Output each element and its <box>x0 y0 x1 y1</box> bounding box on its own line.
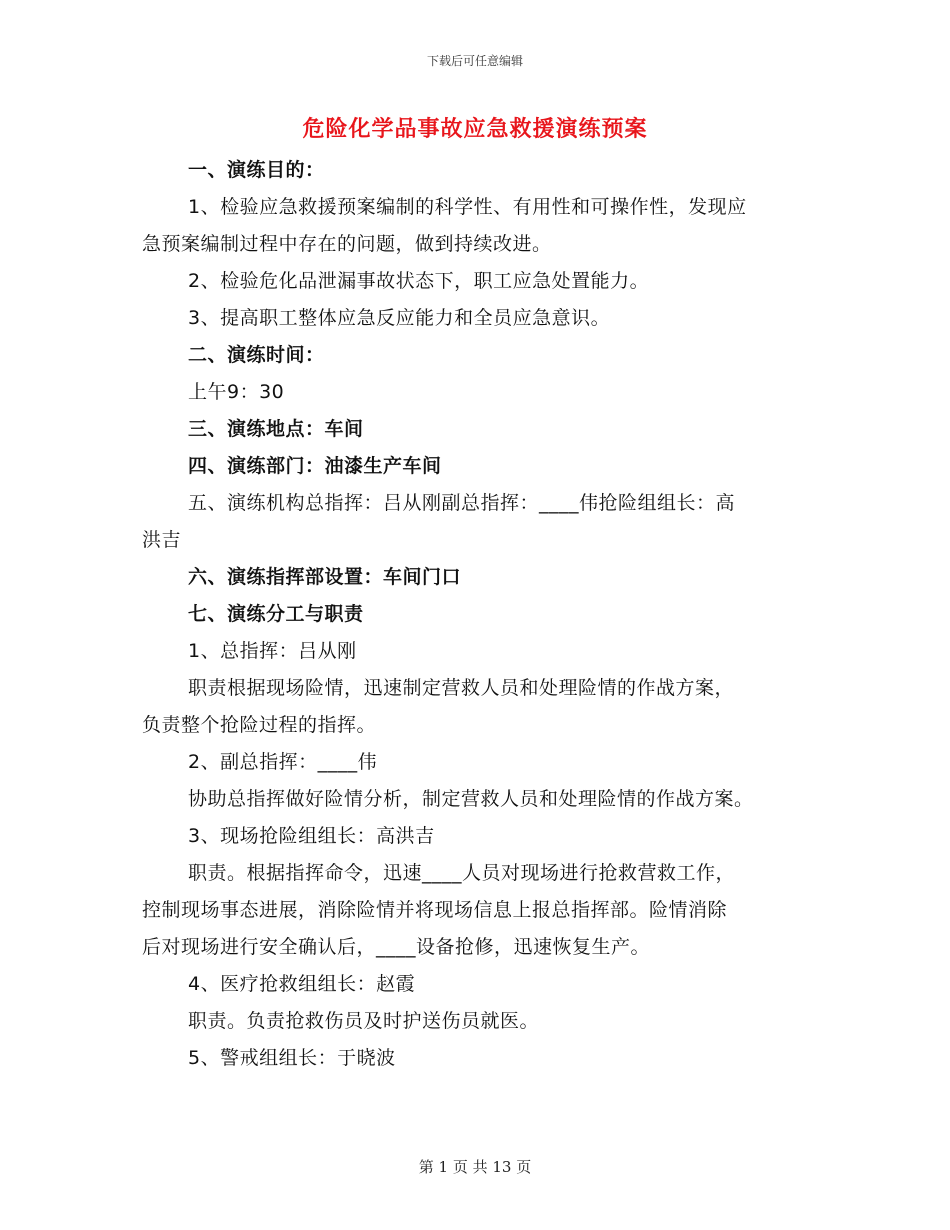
body-line: 2、检验危化品泄漏事故状态下，职工应急处置能力。 <box>188 270 650 292</box>
body-line: 职责。根据指挥命令，迅速____人员对现场进行抢救营救工作， <box>188 862 736 884</box>
body-line: 3、现场抢险组组长：高洪吉 <box>188 825 435 847</box>
section-heading: 三、演练地点：车间 <box>188 418 364 440</box>
page-header: 下载后可任意编辑 <box>426 54 523 68</box>
section-heading: 六、演练指挥部设置：车间门口 <box>188 566 462 588</box>
body-line: 五、演练机构总指挥：吕从刚副总指挥：____伟抢险组组长：高 <box>188 492 736 514</box>
body-line: 急预案编制过程中存在的问题，做到持续改进。 <box>142 233 552 255</box>
body-line: 负责整个抢险过程的指挥。 <box>142 714 377 736</box>
section-heading: 二、演练时间： <box>188 344 325 366</box>
page-footer: 第 1 页 共 13 页 <box>418 1158 532 1176</box>
body-line: 职责。负责抢救伤员及时护送伤员就医。 <box>188 1010 540 1032</box>
body-line: 5、警戒组组长：于晓波 <box>188 1047 396 1069</box>
body-line: 协助总指挥做好险情分析，制定营救人员和处理险情的作战方案。 <box>188 788 754 810</box>
body-line: 3、提高职工整体应急反应能力和全员应急意识。 <box>188 307 611 329</box>
body-line: 4、医疗抢救组组长：赵霞 <box>188 973 416 995</box>
body-line: 1、检验应急救援预案编制的科学性、有用性和可操作性，发现应 <box>188 196 747 218</box>
body-line: 洪吉 <box>142 529 182 551</box>
section-heading: 七、演练分工与职责 <box>188 603 364 625</box>
section-heading: 一、演练目的： <box>188 159 325 181</box>
body-line: 职责根据现场险情，迅速制定营救人员和处理险情的作战方案， <box>188 677 735 699</box>
document-body <box>142 152 812 1077</box>
body-line: 2、副总指挥：____伟 <box>188 751 378 773</box>
body-line: 上午9：30 <box>188 381 285 403</box>
body-line: 控制现场事态进展，消除险情并将现场信息上报总指挥部。险情消除 <box>142 899 728 921</box>
body-line: 1、总指挥：吕从刚 <box>188 640 357 662</box>
body-line: 后对现场进行安全确认后，____设备抢修，迅速恢复生产。 <box>142 936 651 958</box>
section-heading: 四、演练部门：油漆生产车间 <box>188 455 442 477</box>
document-title: 危险化学品事故应急救援演练预案 <box>302 117 648 142</box>
